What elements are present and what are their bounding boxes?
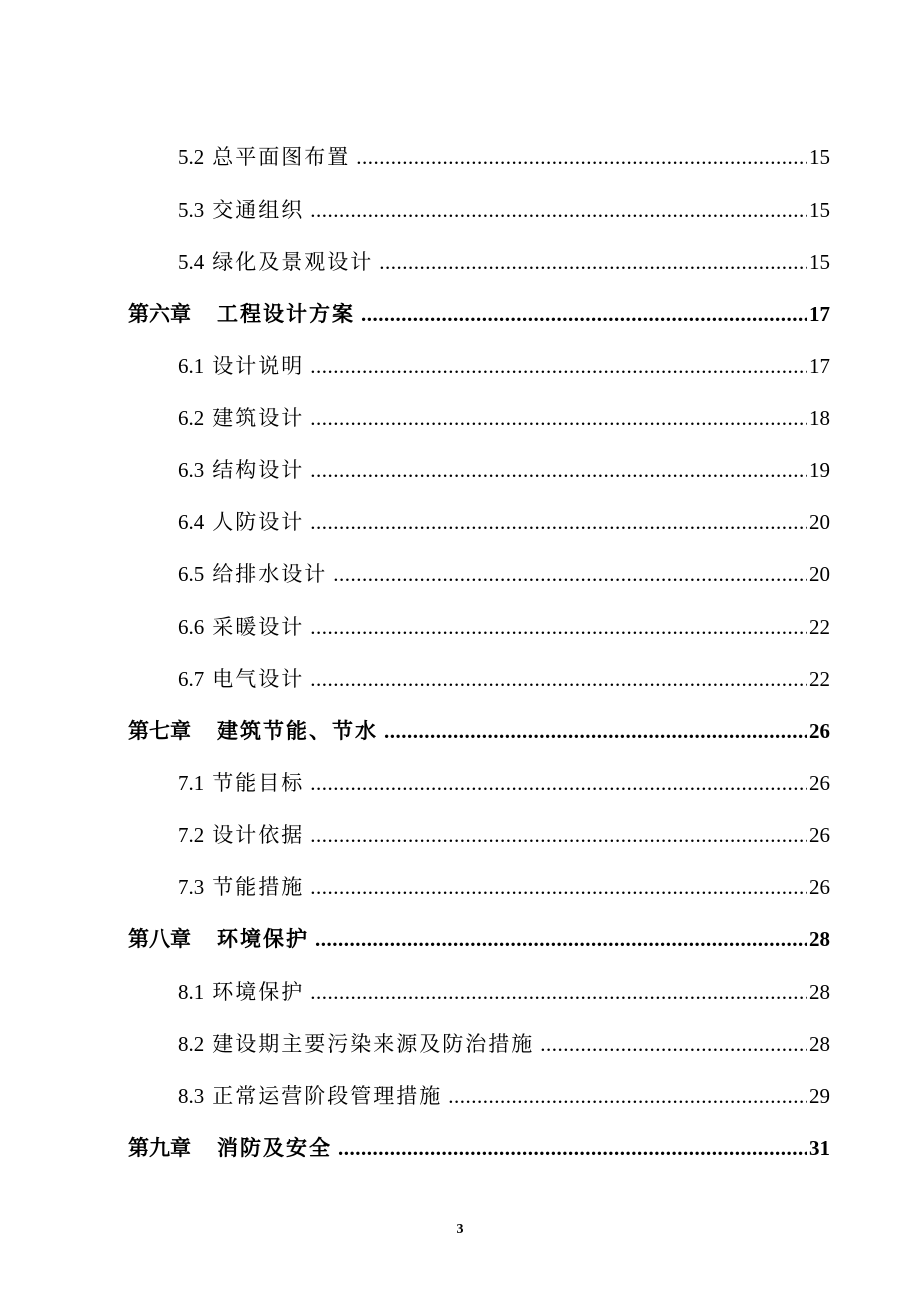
toc-entry-number: 6.4 [178,510,205,534]
toc-entry-page: 15 [809,198,830,222]
toc-entry-6-6[interactable] [178,612,830,642]
toc-chapter-7[interactable] [128,716,830,746]
toc-entry-title: 电气设计 [212,667,305,691]
toc-entry-page: 29 [809,1084,830,1108]
toc-entry-page: 28 [809,1032,830,1056]
toc-entry-title: 节能措施 [212,875,305,899]
dot-leader [310,403,807,433]
dot-leader [310,507,807,537]
toc-entry-title: 建筑设计 [212,406,305,430]
toc-entry-8-3[interactable] [178,1081,830,1111]
toc-chapter-title: 消防及安全 [217,1135,332,1160]
toc-entry-title: 给排水设计 [212,562,328,586]
toc-entry-number: 6.5 [178,562,205,586]
page-number: 3 [456,1222,464,1237]
toc-entry-page: 17 [809,354,830,378]
toc-entry-number: 5.2 [178,145,205,169]
toc-entry-page: 20 [809,510,830,534]
toc-entry-title: 设计说明 [212,354,305,378]
dot-leader [310,612,807,642]
toc-entry-page: 22 [809,615,830,639]
toc-entry-page: 26 [809,875,830,899]
dot-leader [310,664,807,694]
toc-entry-title: 采暖设计 [212,615,305,639]
toc-entry-page: 26 [809,823,830,847]
dot-leader [310,872,807,902]
toc-entry-title: 交通组织 [212,198,305,222]
toc-entry-7-3[interactable] [178,872,830,902]
toc-entry-number: 7.3 [178,875,205,899]
toc-entry-6-2[interactable] [178,403,830,433]
dot-leader [379,247,807,277]
toc-chapter-8[interactable] [128,924,830,954]
toc-entry-8-1[interactable] [178,977,830,1007]
dot-leader [310,351,807,381]
toc-entry-page: 15 [809,250,830,274]
toc-entry-7-2[interactable] [178,820,830,850]
toc-entry-title: 环境保护 [212,980,305,1004]
toc-entry-page: 15 [809,145,830,169]
toc-entry-7-1[interactable] [178,768,830,798]
toc-entry-8-2[interactable] [178,1029,830,1059]
toc-chapter-page: 26 [809,719,830,743]
dot-leader [448,1081,807,1111]
toc-entry-title: 正常运营阶段管理措施 [212,1084,443,1108]
dot-leader [310,195,807,225]
toc-chapter-title: 工程设计方案 [217,301,355,326]
toc-entry-6-3[interactable] [178,455,830,485]
toc-entry-6-1[interactable] [178,351,830,381]
toc-entry-title: 建设期主要污染来源及防治措施 [212,1032,535,1056]
toc-chapter-6[interactable] [128,299,830,329]
toc-entry-number: 6.7 [178,667,205,691]
toc-chapter-page: 17 [809,302,830,326]
toc-entry-title: 节能目标 [212,771,305,795]
toc-entry-page: 28 [809,980,830,1004]
toc-entry-number: 8.1 [178,980,205,1004]
toc-chapter-9[interactable] [128,1133,830,1163]
toc-entry-number: 8.2 [178,1032,205,1056]
dot-leader [338,1133,807,1163]
toc-entry-number: 6.2 [178,406,205,430]
toc-chapter-page: 31 [809,1136,830,1160]
toc-entry-title: 设计依据 [212,823,305,847]
toc-entry-6-4[interactable] [178,507,830,537]
toc-entry-number: 5.4 [178,250,205,274]
dot-leader [540,1029,807,1059]
toc-chapter-label: 第八章 [128,926,191,951]
toc-entry-number: 5.3 [178,198,205,222]
toc-entry-number: 7.2 [178,823,205,847]
toc-chapter-label: 第七章 [128,718,191,743]
dot-leader [315,924,807,954]
toc-entry-number: 7.1 [178,771,205,795]
toc-entry-5-2[interactable] [178,142,830,172]
toc-entry-title: 结构设计 [212,458,305,482]
dot-leader [384,716,807,746]
toc-chapter-title: 建筑节能、节水 [217,718,378,743]
toc-entry-page: 19 [809,458,830,482]
dot-leader [310,455,807,485]
toc-entry-page: 20 [809,562,830,586]
dot-leader [361,299,807,329]
dot-leader [356,142,807,172]
toc-entry-6-7[interactable] [178,664,830,694]
dot-leader [310,820,807,850]
toc-entry-number: 6.6 [178,615,205,639]
toc-entry-page: 18 [809,406,830,430]
toc-entry-title: 人防设计 [212,510,305,534]
toc-entry-title: 总平面图布置 [212,145,351,169]
dot-leader [310,768,807,798]
toc-chapter-label: 第六章 [128,301,191,326]
toc-entry-title: 绿化及景观设计 [212,250,374,274]
toc-chapter-title: 环境保护 [217,926,309,951]
dot-leader [333,559,807,589]
toc-entry-6-5[interactable] [178,559,830,589]
toc-chapter-page: 28 [809,927,830,951]
toc-entry-page: 22 [809,667,830,691]
toc-entry-number: 6.3 [178,458,205,482]
toc-entry-5-3[interactable] [178,195,830,225]
toc-entry-number: 8.3 [178,1084,205,1108]
toc-entry-page: 26 [809,771,830,795]
dot-leader [310,977,807,1007]
toc-entry-number: 6.1 [178,354,205,378]
toc-entry-5-4[interactable] [178,247,830,277]
toc-chapter-label: 第九章 [128,1135,191,1160]
